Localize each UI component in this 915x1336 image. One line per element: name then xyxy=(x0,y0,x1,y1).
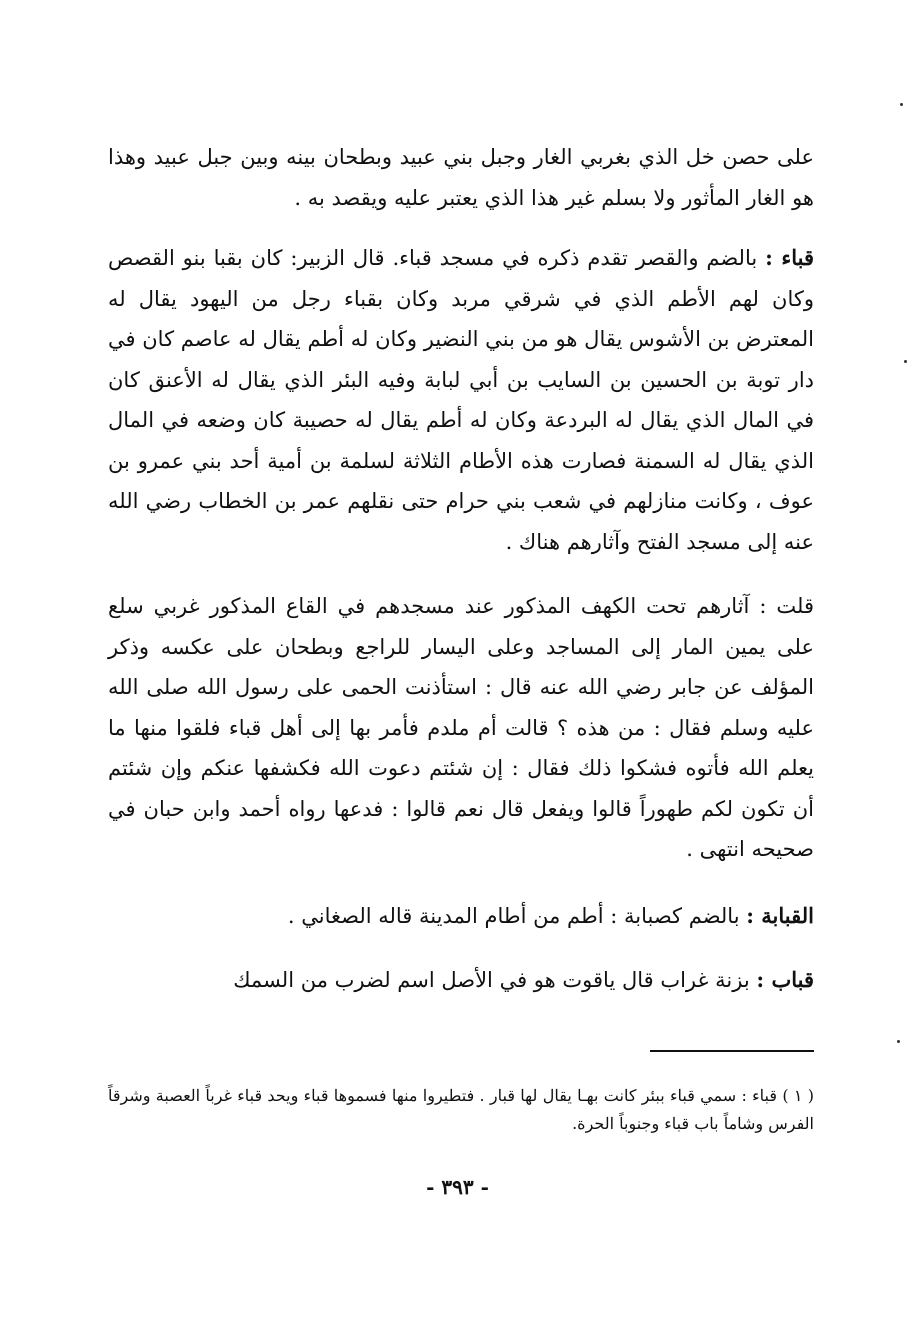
footnote-divider xyxy=(650,1050,814,1052)
entry-text: بالضم والقصر تقدم ذكره في مسجد قباء. قال الزبير: كان بقبا بنو القصص وكان لهم الأطم الذي في شرقي مربد وكان بقباء رجل من اليهود يقال له المعترض بن الأشوس يقال هو من بني النضير وكان له أطم يقال له عاصم كان في دار توبة بن الحسين بن السايب بن أبي لبابة وفيه البئر الذي يقال له الأعنق كان في المال الذي يقال له البردعة وكان له أطم يقال له حصيبة كان وضعه في المال الذي يقال له السمنة فصارت هذه الأطام الثلاثة لسلمة بن أمية أحد بني عمرو بن عوف ، وكانت منازلهم في شعب بني حرام حتى نقلهم عمر بن الخطاب رضي الله عنه إلى مسجد الفتح وآثارهم هناك . xyxy=(108,246,814,554)
entry-term: قباب : xyxy=(756,967,814,992)
paragraph-cave-description: على حصن خل الذي بغربي الغار وجبل بني عبيد وبطحان بينه وبين جبل عبيد وهذا هو الغار المأثور ولا بسلم غير هذا الذي يعتبر عليه ويقصد به . xyxy=(108,145,814,210)
paragraph-note: قلت : آثارهم تحت الكهف المذكور عند مسجدهم في القاع المذكور غربي سلع على يمين المار إلى المساجد وعلى اليسار للراجع وبطحان على عكسه وذكر المؤلف عن جابر رضي الله عنه قال : استأذنت الحمى على رسول الله صلى الله عليه وسلم فقال : من هذه ؟ قالت أم ملدم فأمر بها إلى أهل قباء فلقوا منها ما يعلم الله فأتوه فشكوا ذلك فقال : إن شئتم دعوت الله فكشفها عنكم وإن شئتم أن تكون لكم طهوراً قالوا ويفعل قال نعم قالوا : فدعها رواه أحمد وابن حبان في صحيحه انتهى . xyxy=(108,594,814,861)
scan-speck xyxy=(904,360,907,363)
page-number: - ٣٩٣ - xyxy=(426,1175,489,1199)
entry-text: بالضم كصبابة : أطم من أطام المدينة قاله الصغاني . xyxy=(287,904,747,928)
entry-term: القبابة : xyxy=(746,903,814,928)
entry-qubab xyxy=(108,960,814,1001)
scan-speck xyxy=(900,103,903,106)
entry-qubaba xyxy=(108,896,814,937)
footnote: ( ١ ) قباء : سمي قباء ببئر كانت بهـا يقال لها قبار . فتطيروا منها فسموها قباء ويحد قباء غرباً العصبة وشرقاً الفرس وشاماً باب قباء وجنوباً الحرة. xyxy=(108,1086,815,1133)
entry-term: قباء : xyxy=(765,245,814,270)
entry-text: بزنة غراب قال ياقوت هو في الأصل اسم لضرب من السمك xyxy=(233,968,757,992)
entry-quba xyxy=(108,238,814,562)
scan-speck xyxy=(897,1040,900,1043)
